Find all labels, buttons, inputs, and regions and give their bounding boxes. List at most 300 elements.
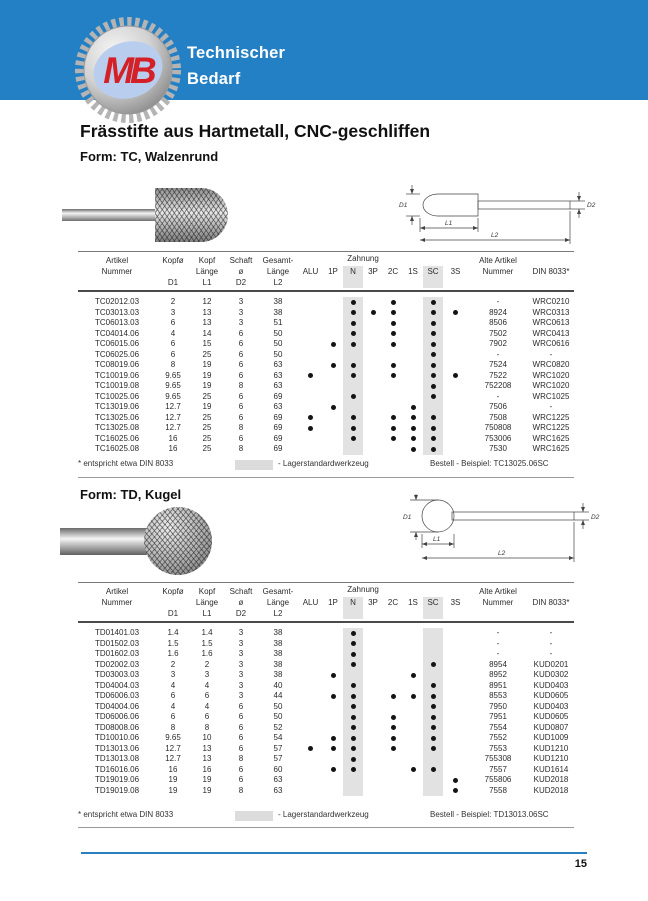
cell-l1: 19 — [202, 785, 212, 795]
tooth-dot — [391, 746, 396, 751]
cell-l1: 1.6 — [201, 649, 213, 658]
tooth-dot — [411, 415, 416, 420]
cell-l2: 63 — [273, 360, 283, 369]
cell-artikel: TD01502.03 — [94, 638, 140, 648]
cell-din: WRC1625 — [532, 433, 570, 443]
cell-l2: 38 — [273, 670, 283, 679]
tooth-cell-SC — [423, 381, 443, 392]
tooth-dot — [431, 394, 436, 399]
zahnung-group-label: Zahnung — [347, 585, 379, 594]
tooth-cell-2C — [383, 381, 403, 392]
cell-din: - — [549, 638, 553, 648]
cell-artikel: TD01401.03 — [94, 628, 140, 637]
tooth-dot — [308, 426, 313, 431]
cell-artikel: TC10019.08 — [94, 381, 140, 390]
cell-d2: 3 — [238, 691, 244, 700]
table-row — [78, 744, 574, 755]
cell-l1: 19 — [202, 370, 212, 380]
tooth-cell-1S — [403, 660, 423, 671]
table-row — [78, 308, 574, 319]
cell-artikel: TC13019.06 — [94, 402, 140, 411]
col-header-1S: 1S — [408, 598, 418, 607]
tooth-dot — [431, 373, 436, 378]
cell-l2: 69 — [273, 412, 283, 422]
cell-d2: 8 — [238, 381, 244, 390]
cell-l2: 38 — [273, 628, 283, 637]
brand-line1: Technischer — [187, 44, 286, 62]
tooth-dot — [331, 736, 336, 741]
cell-alt: - — [496, 349, 500, 359]
tooth-dot — [431, 300, 436, 305]
cell-alt: 7522 — [489, 370, 507, 380]
cell-alt: - — [496, 628, 500, 637]
cell-artikel: TD10010.06 — [94, 733, 140, 742]
cell-l1: 4 — [204, 680, 210, 690]
tooth-cell-3P — [363, 723, 383, 734]
cell-l2: 63 — [273, 381, 283, 390]
tooth-cell-2C — [383, 691, 403, 702]
cell-l2: 54 — [273, 733, 283, 742]
cell-d2: 6 — [238, 391, 244, 401]
tooth-cell-N — [343, 744, 363, 755]
col-header-2C: 2C — [387, 598, 399, 607]
tooth-cell-2C — [383, 670, 403, 681]
col-header-ALU: ALU — [302, 598, 319, 607]
cell-artikel: TD13013.08 — [94, 754, 140, 763]
cell-din: WRC0820 — [532, 360, 570, 369]
label-l1: L1 — [445, 220, 453, 227]
tooth-dot — [431, 352, 436, 357]
tooth-cell-ALU — [298, 381, 323, 392]
tooth-dot — [351, 683, 356, 688]
cell-artikel: TD04004.03 — [94, 680, 140, 690]
cell-artikel: TC16025.06 — [94, 433, 140, 443]
cell-l1: 15 — [202, 339, 212, 348]
tooth-cell-3P — [363, 413, 383, 424]
table-row — [78, 765, 574, 776]
tooth-dot — [331, 746, 336, 751]
tooth-dot — [453, 788, 458, 793]
tooth-dot — [431, 746, 436, 751]
cell-alt: 8954 — [489, 659, 507, 669]
tooth-cell-N — [343, 381, 363, 392]
cell-alt: 8951 — [489, 680, 507, 690]
tooth-cell-ALU — [298, 329, 323, 340]
tooth-dot — [411, 426, 416, 431]
cell-alt: 7552 — [489, 733, 507, 742]
cell-din: KUD1009 — [533, 733, 569, 742]
tooth-cell-1P — [323, 392, 343, 403]
cell-l2: 38 — [273, 659, 283, 669]
tooth-dot — [351, 321, 356, 326]
tooth-dot — [391, 331, 396, 336]
burr-shaft — [62, 209, 157, 221]
tooth-cell-3P — [363, 733, 383, 744]
tooth-cell-2C — [383, 723, 403, 734]
table-header — [78, 583, 574, 623]
col-header-d2: Schaft ø D2 — [229, 587, 253, 618]
tooth-cell-SC — [423, 350, 443, 361]
tooth-cell-1S — [403, 639, 423, 650]
tooth-dot — [431, 426, 436, 431]
tooth-cell-1P — [323, 639, 343, 650]
tooth-cell-SC — [423, 639, 443, 650]
tooth-cell-3P — [363, 765, 383, 776]
tooth-dot — [351, 736, 356, 741]
tooth-cell-ALU — [298, 360, 323, 371]
tooth-cell-N — [343, 733, 363, 744]
cell-artikel: TC06015.06 — [94, 339, 140, 348]
col-header-1S: 1S — [408, 267, 418, 276]
tooth-cell-1P — [323, 350, 343, 361]
cell-d1: 6 — [170, 691, 176, 700]
tooth-dot — [351, 394, 356, 399]
tooth-cell-ALU — [298, 775, 323, 786]
table-row — [78, 423, 574, 434]
tooth-cell-3P — [363, 434, 383, 445]
tooth-dot — [391, 321, 396, 326]
tooth-cell-ALU — [298, 744, 323, 755]
tooth-cell-1S — [403, 329, 423, 340]
tooth-cell-ALU — [298, 681, 323, 692]
cell-d1: 12.7 — [165, 412, 181, 422]
tooth-cell-3S — [443, 639, 468, 650]
cell-d1: 3 — [170, 307, 176, 317]
cell-d1: 9.65 — [165, 733, 181, 742]
tooth-cell-1S — [403, 681, 423, 692]
cell-alt: 7951 — [489, 712, 507, 721]
tooth-cell-SC — [423, 413, 443, 424]
table-row — [78, 297, 574, 308]
logo-text: MB — [103, 50, 153, 91]
cell-din: - — [549, 649, 553, 658]
table-row — [78, 712, 574, 723]
cell-d2: 3 — [238, 638, 244, 648]
cell-d2: 8 — [238, 785, 244, 795]
tooth-cell-3P — [363, 639, 383, 650]
tooth-dot — [351, 652, 356, 657]
tooth-cell-2C — [383, 744, 403, 755]
cell-alt: 7506 — [489, 402, 507, 411]
tooth-dot — [351, 373, 356, 378]
table-body — [78, 623, 574, 796]
tooth-cell-1S — [403, 350, 423, 361]
cell-alt: 7502 — [489, 328, 507, 338]
tooth-cell-3P — [363, 786, 383, 797]
cell-d1: 9.65 — [165, 391, 181, 401]
cell-l1: 4 — [204, 701, 210, 711]
table-row — [78, 339, 574, 350]
tooth-cell-N — [343, 775, 363, 786]
tooth-cell-3P — [363, 660, 383, 671]
cell-artikel: TC16025.08 — [94, 444, 140, 453]
tooth-cell-N — [343, 350, 363, 361]
legend-swatch — [235, 811, 273, 821]
tooth-cell-2C — [383, 681, 403, 692]
cell-d2: 6 — [238, 433, 244, 443]
tooth-cell-2C — [383, 423, 403, 434]
label-d1: D1 — [399, 202, 408, 209]
tooth-dot — [431, 447, 436, 452]
tooth-dot — [308, 415, 313, 420]
table-row — [78, 660, 574, 671]
table-row — [78, 628, 574, 639]
tooth-cell-2C — [383, 660, 403, 671]
page-number: 15 — [574, 858, 587, 870]
tooth-cell-1P — [323, 413, 343, 424]
cell-l2: 50 — [273, 339, 283, 348]
section-divider — [78, 477, 574, 478]
cell-d1: 4 — [170, 680, 176, 690]
cell-d1: 4 — [170, 328, 176, 338]
tooth-cell-ALU — [298, 723, 323, 734]
col-header-1P: 1P — [328, 598, 338, 607]
tooth-dot — [351, 415, 356, 420]
cell-din: KUD0605 — [533, 712, 569, 721]
tooth-cell-3S — [443, 381, 468, 392]
cell-artikel: TD02002.03 — [94, 659, 140, 669]
tooth-cell-1P — [323, 318, 343, 329]
tooth-cell-1S — [403, 360, 423, 371]
tooth-cell-1S — [403, 733, 423, 744]
tooth-cell-1S — [403, 786, 423, 797]
cell-d2: 3 — [238, 649, 244, 658]
cell-l2: 69 — [273, 423, 283, 432]
tooth-cell-3P — [363, 681, 383, 692]
tooth-dot — [431, 704, 436, 709]
cell-din: WRC1020 — [532, 381, 570, 390]
cell-l1: 19 — [202, 381, 212, 390]
tooth-cell-SC — [423, 765, 443, 776]
cell-d2: 6 — [238, 722, 244, 732]
tooth-dot — [351, 426, 356, 431]
cell-d1: 12.7 — [165, 754, 181, 763]
cell-l2: 69 — [273, 433, 283, 443]
tooth-cell-SC — [423, 670, 443, 681]
dimension-diagram-td — [402, 494, 602, 570]
tooth-dot — [331, 405, 336, 410]
cell-d1: 4 — [170, 701, 176, 711]
tooth-cell-1S — [403, 392, 423, 403]
table-row — [78, 649, 574, 660]
table-td — [78, 582, 574, 796]
tooth-dot — [453, 778, 458, 783]
legend-label: - Lagerstandardwerkzeug — [278, 810, 369, 819]
tooth-cell-2C — [383, 308, 403, 319]
tooth-cell-ALU — [298, 660, 323, 671]
tooth-cell-3S — [443, 371, 468, 382]
table-row — [78, 733, 574, 744]
col-header-artikel: Artikel Nummer — [101, 587, 133, 607]
tooth-dot — [431, 683, 436, 688]
cell-l1: 13 — [202, 307, 212, 317]
cell-d1: 6 — [170, 349, 176, 359]
tooth-cell-1P — [323, 765, 343, 776]
table-header — [78, 252, 574, 292]
tooth-cell-SC — [423, 423, 443, 434]
cell-alt: 755806 — [484, 775, 512, 784]
label-l1: L1 — [433, 536, 441, 543]
cell-d1: 6 — [170, 318, 176, 327]
tooth-cell-1S — [403, 702, 423, 713]
col-header-l2: Gesamt- Länge L2 — [262, 587, 294, 618]
product-photo-tc — [62, 188, 228, 242]
cell-alt: - — [496, 297, 500, 306]
tooth-dot — [331, 694, 336, 699]
cell-d2: 6 — [238, 370, 244, 380]
tooth-cell-1P — [323, 670, 343, 681]
tooth-cell-N — [343, 444, 363, 455]
tooth-cell-1P — [323, 339, 343, 350]
legend-label: - Lagerstandardwerkzeug — [278, 459, 369, 468]
tooth-cell-3S — [443, 402, 468, 413]
tooth-cell-1S — [403, 744, 423, 755]
tooth-dot — [431, 767, 436, 772]
tooth-cell-ALU — [298, 444, 323, 455]
cell-l1: 1.5 — [201, 638, 213, 648]
tooth-cell-1P — [323, 444, 343, 455]
tooth-cell-1S — [403, 308, 423, 319]
cell-artikel: TD16016.06 — [94, 764, 140, 774]
cell-l1: 19 — [202, 402, 212, 411]
cell-alt: 755308 — [484, 754, 512, 763]
tooth-cell-2C — [383, 649, 403, 660]
cell-din: WRC0613 — [532, 318, 570, 327]
tooth-dot — [351, 641, 356, 646]
cell-l2: 38 — [273, 638, 283, 648]
tooth-dot — [351, 310, 356, 315]
tooth-cell-3S — [443, 681, 468, 692]
footer-rule — [81, 852, 587, 854]
cell-din: WRC1025 — [532, 391, 570, 401]
cell-alt: 7557 — [489, 764, 507, 774]
tooth-cell-1P — [323, 628, 343, 639]
tooth-dot — [431, 384, 436, 389]
cell-d2: 3 — [238, 307, 244, 317]
tooth-dot — [308, 373, 313, 378]
footnote-tc — [78, 459, 574, 472]
tooth-dot — [391, 415, 396, 420]
tooth-dot — [391, 736, 396, 741]
cell-d1: 8 — [170, 360, 176, 369]
table-row — [78, 444, 574, 455]
tooth-dot — [431, 310, 436, 315]
cell-l2: 69 — [273, 444, 283, 453]
cell-l1: 6 — [204, 712, 210, 721]
col-header-alt: Alte Artikel Nummer — [479, 256, 517, 276]
col-header-alt: Alte Artikel Nummer — [479, 587, 517, 607]
burr-head-ball — [144, 507, 212, 575]
tooth-dot — [431, 363, 436, 368]
tooth-cell-1P — [323, 434, 343, 445]
tooth-dot — [431, 736, 436, 741]
col-header-3P: 3P — [368, 598, 378, 607]
col-header-d1: Kopfø D1 — [162, 587, 184, 618]
tooth-cell-1P — [323, 733, 343, 744]
tooth-cell-SC — [423, 329, 443, 340]
col-header-N: N — [343, 586, 363, 619]
tooth-cell-1P — [323, 381, 343, 392]
tooth-cell-3S — [443, 308, 468, 319]
tooth-cell-2C — [383, 444, 403, 455]
cell-din: - — [549, 628, 553, 637]
col-header-2C: 2C — [387, 267, 399, 276]
cell-artikel: TD08008.06 — [94, 722, 140, 732]
cell-l1: 3 — [204, 670, 210, 679]
cell-d2: 6 — [238, 764, 244, 774]
tooth-cell-3S — [443, 318, 468, 329]
cell-d2: 3 — [238, 659, 244, 669]
tooth-cell-N — [343, 702, 363, 713]
table-row — [78, 702, 574, 713]
cell-d2: 6 — [238, 328, 244, 338]
tooth-cell-1P — [323, 360, 343, 371]
cell-alt: 8924 — [489, 307, 507, 317]
tooth-cell-3S — [443, 775, 468, 786]
cell-l2: 38 — [273, 297, 283, 306]
cell-l1: 25 — [202, 412, 212, 422]
tooth-dot — [351, 363, 356, 368]
tooth-cell-N — [343, 628, 363, 639]
tooth-dot — [371, 310, 376, 315]
cell-d1: 19 — [168, 785, 178, 795]
tooth-cell-1S — [403, 691, 423, 702]
col-header-d1: Kopfø D1 — [162, 256, 184, 287]
tooth-cell-3S — [443, 670, 468, 681]
gear-logo-icon — [74, 16, 182, 124]
tooth-cell-3S — [443, 712, 468, 723]
cell-l1: 2 — [204, 659, 210, 669]
tooth-cell-SC — [423, 744, 443, 755]
tooth-cell-3S — [443, 754, 468, 765]
tooth-cell-ALU — [298, 670, 323, 681]
tooth-dot — [351, 300, 356, 305]
tooth-cell-N — [343, 392, 363, 403]
cell-alt: 7530 — [489, 444, 507, 453]
tooth-cell-ALU — [298, 628, 323, 639]
tooth-cell-3S — [443, 702, 468, 713]
table-row — [78, 318, 574, 329]
burr-head-cylindrical — [155, 188, 228, 242]
tooth-cell-N — [343, 660, 363, 671]
tooth-cell-3S — [443, 329, 468, 340]
brand-text — [187, 40, 285, 92]
tooth-cell-2C — [383, 360, 403, 371]
tooth-cell-ALU — [298, 712, 323, 723]
zahnung-group-label: Zahnung — [347, 254, 379, 263]
tooth-dot — [431, 342, 436, 347]
cell-d2: 6 — [238, 349, 244, 359]
tooth-cell-ALU — [298, 339, 323, 350]
tooth-cell-2C — [383, 413, 403, 424]
label-l2: L2 — [498, 550, 506, 557]
cell-l1: 25 — [202, 391, 212, 401]
tooth-dot — [391, 715, 396, 720]
tooth-dot — [431, 331, 436, 336]
cell-alt: 7508 — [489, 412, 507, 422]
cell-d1: 12.7 — [165, 423, 181, 432]
tooth-cell-SC — [423, 339, 443, 350]
cell-din: WRC0210 — [532, 297, 570, 306]
cell-l1: 6 — [204, 691, 210, 700]
table-row — [78, 413, 574, 424]
cell-din: WRC1020 — [532, 370, 570, 380]
cell-l2: 50 — [273, 328, 283, 338]
tooth-cell-2C — [383, 297, 403, 308]
tooth-cell-1P — [323, 723, 343, 734]
tooth-dot — [351, 342, 356, 347]
footnote-td — [78, 810, 574, 823]
